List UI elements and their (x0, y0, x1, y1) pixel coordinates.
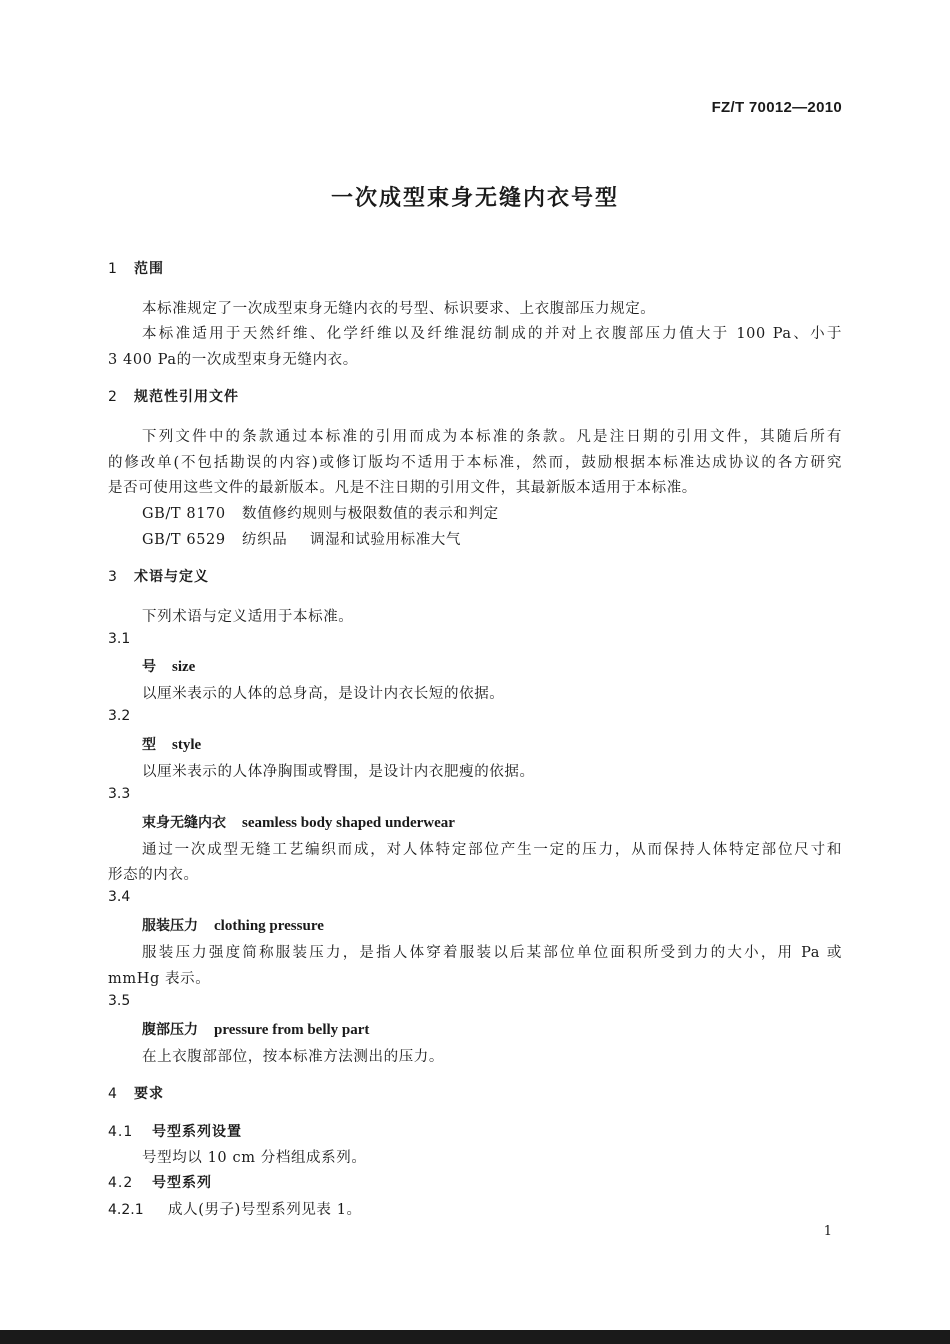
paragraph: 号型均以 10 cm 分档组成系列。 (142, 1150, 367, 1166)
term-chinese: 服装压力 (142, 918, 198, 934)
section-number: 3 (108, 569, 118, 585)
paragraph-line: 是否可使用这些文件的最新版本。凡是不注日期的引用文件，其最新版本适用于本标准。 (108, 480, 697, 496)
section-title: 范围 (134, 261, 164, 277)
term-definition: 以厘米表示的人体净胸围或臀围，是设计内衣肥瘦的依据。 (142, 764, 535, 780)
term-english: style (172, 737, 202, 753)
term-entry (142, 734, 201, 754)
term-chinese: 号 (142, 659, 156, 675)
subsection-4-1-heading (108, 1121, 242, 1141)
section-number: 2 (108, 389, 118, 405)
subsection-title: 号型系列设置 (152, 1124, 242, 1140)
reference-title-part: 纺织品 (242, 532, 288, 548)
term-chinese: 型 (142, 737, 156, 753)
reference-item (142, 528, 842, 549)
term-entry (142, 656, 195, 676)
term-english: seamless body shaped underwear (242, 815, 455, 831)
section-1-heading (108, 258, 164, 278)
paragraph-line: 本标准适用于天然纤维、化学纤维以及纤维混纺制成的并对上衣腹部压力值大于 100 Pa、小于 (142, 326, 842, 342)
term-chinese: 束身无缝内衣 (142, 815, 226, 831)
clause-text: 成人(男子)号型系列见表 1。 (168, 1202, 362, 1218)
standard-number: FZ/T 70012—2010 (711, 99, 842, 116)
term-english: size (172, 659, 196, 675)
clause-number: 3.1 (108, 631, 131, 647)
term-entry (142, 915, 324, 935)
section-2-heading (108, 386, 239, 406)
paragraph-line: 的修改单(不包括勘误的内容)或修订版均不适用于本标准，然而，鼓励根据本标准达成协议的各方研究 (108, 455, 842, 471)
term-entry (142, 812, 455, 832)
term-definition: 以厘米表示的人体的总身高，是设计内衣长短的依据。 (142, 686, 505, 702)
clause-number: 3.5 (108, 993, 131, 1009)
bottom-edge-bar (0, 1330, 950, 1344)
term-definition-line: 形态的内衣。 (108, 867, 199, 883)
term-definition: 在上衣腹部部位，按本标准方法测出的压力。 (142, 1049, 444, 1065)
section-title: 要求 (134, 1086, 164, 1102)
term-entry (142, 1019, 369, 1039)
section-number: 1 (108, 261, 118, 277)
paragraph: 下列术语与定义适用于本标准。 (142, 609, 354, 625)
section-number: 4 (108, 1086, 118, 1102)
term-definition-line: 通过一次成型无缝工艺编织而成，对人体特定部位产生一定的压力，从而保持人体特定部位尺寸和 (142, 842, 842, 858)
subsection-4-2-heading (108, 1172, 212, 1192)
section-3-heading (108, 566, 209, 586)
term-chinese: 腹部压力 (142, 1022, 198, 1038)
subsection-number: 4.2 (108, 1175, 134, 1191)
section-title: 规范性引用文件 (134, 389, 239, 405)
term-english: pressure from belly part (214, 1022, 370, 1038)
paragraph-line: 3 400 Pa的一次成型束身无缝内衣。 (108, 352, 358, 368)
reference-item (142, 502, 842, 523)
paragraph-line: 下列文件中的条款通过本标准的引用而成为本标准的条款。凡是注日期的引用文件，其随后所有 (142, 429, 842, 445)
term-english: clothing pressure (214, 918, 324, 934)
reference-code: GB/T 6529 (142, 532, 226, 548)
reference-code: GB/T 8170 (142, 506, 226, 522)
clause-4-2-1 (108, 1198, 362, 1219)
section-title: 术语与定义 (134, 569, 209, 585)
clause-number: 3.3 (108, 786, 131, 802)
reference-title-part: 调湿和试验用标准大气 (310, 532, 461, 548)
term-definition-line: mmHg 表示。 (108, 971, 211, 987)
clause-number: 4.2.1 (108, 1202, 144, 1218)
reference-title: 数值修约规则与极限数值的表示和判定 (242, 506, 499, 522)
section-4-heading (108, 1083, 164, 1103)
term-definition-line: 服装压力强度简称服装压力，是指人体穿着服装以后某部位单位面积所受到力的大小，用 Pa 或 (142, 945, 842, 961)
paragraph: 本标准规定了一次成型束身无缝内衣的号型、标识要求、上衣腹部压力规定。 (142, 301, 656, 317)
subsection-title: 号型系列 (152, 1175, 212, 1191)
subsection-number: 4.1 (108, 1124, 134, 1140)
clause-number: 3.2 (108, 708, 131, 724)
clause-number: 3.4 (108, 889, 131, 905)
document-title: 一次成型束身无缝内衣号型 (330, 186, 619, 211)
page-number: 1 (823, 1224, 832, 1239)
